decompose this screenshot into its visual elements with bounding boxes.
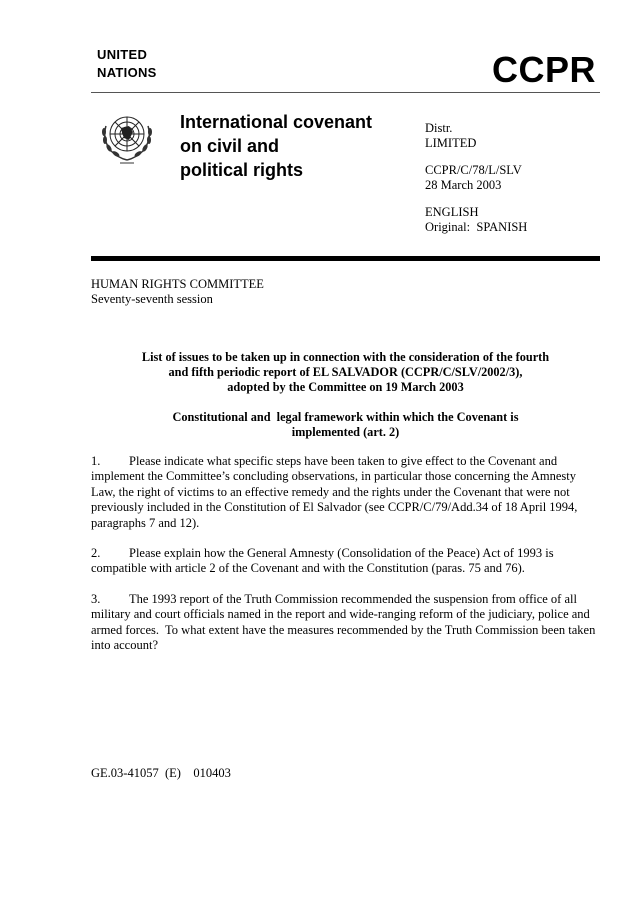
committee-info — [91, 277, 264, 307]
document-heading-line-2: and fifth periodic report of EL SALVADOR (CCPR/C/SLV/2002/3), — [168, 365, 523, 379]
paragraph-text: Please indicate what specific steps have been taken to give effect to the Covenant and implement the Committee’s concluding observations, in particular those concerning the Amnesty Law, the right of victims to an effective remedy and the rights under the Covenant that were not previously included in the Constitution of El Salvador (see CCPR/C/79/Add.34 of 18 April 1994, paragraphs 7 and 12). — [91, 454, 578, 530]
job-number-footer: GE.03-41057 (E) 010403 — [91, 766, 231, 780]
original-language: Original: SPANISH — [425, 220, 528, 234]
paragraph-text: Please explain how the General Amnesty (Consolidation of the Peace) Act of 1993 is compatible with article 2 of the Covenant and with the Constitution (paras. 75 and 76). — [91, 546, 554, 576]
paragraph-number: 2. — [91, 546, 101, 561]
issues-list — [91, 454, 601, 668]
distribution-label: Distr. — [425, 121, 453, 135]
paragraph-number: 3. — [91, 591, 101, 606]
document-metadata — [425, 121, 527, 247]
document-date: 28 March 2003 — [425, 178, 502, 192]
section-heading-line-2: implemented (art. 2) — [291, 425, 400, 439]
document-language: ENGLISH — [425, 205, 479, 219]
header-divider — [91, 92, 600, 93]
document-heading-line-3: adopted by the Committee on 19 March 2003 — [227, 380, 464, 394]
distribution-block — [425, 121, 527, 151]
section-heading — [91, 410, 600, 440]
distribution-value: LIMITED — [425, 136, 477, 150]
document-heading-line-1: List of issues to be taken up in connection with the consideration of the fourth — [141, 350, 550, 364]
document-symbol: CCPR/C/78/L/SLV — [425, 163, 522, 177]
un-emblem-icon — [96, 108, 158, 166]
committee-name: HUMAN RIGHTS COMMITTEE — [91, 277, 264, 291]
issue-paragraph-2 — [91, 546, 601, 577]
issue-paragraph-1 — [91, 454, 601, 531]
title-line-1: International covenant — [180, 112, 373, 132]
document-heading — [91, 350, 600, 395]
covenant-title — [180, 110, 372, 182]
committee-session: Seventy-seventh session — [91, 292, 213, 306]
organization-line-2: NATIONS — [97, 65, 157, 80]
paragraph-text: The 1993 report of the Truth Commission recommended the suspension from office of all military and court officials named in the report and wide-ranging reform of the judiciary, police and armed forces. To what extent have the measures recommended by the Truth Commission been taken into account? — [91, 591, 599, 653]
document-series-symbol: CCPR — [491, 49, 596, 90]
issue-paragraph-3 — [91, 592, 601, 654]
organization-line-1: UNITED — [97, 47, 148, 62]
title-line-3: political rights — [180, 160, 304, 180]
section-heading-line-1: Constitutional and legal framework within which the Covenant is — [172, 410, 519, 424]
header-thick-divider — [91, 256, 600, 261]
symbol-date-block — [425, 163, 527, 193]
language-block — [425, 205, 527, 235]
paragraph-number: 1. — [91, 454, 101, 468]
organization-name — [97, 46, 157, 82]
title-line-2: on civil and — [180, 136, 280, 156]
